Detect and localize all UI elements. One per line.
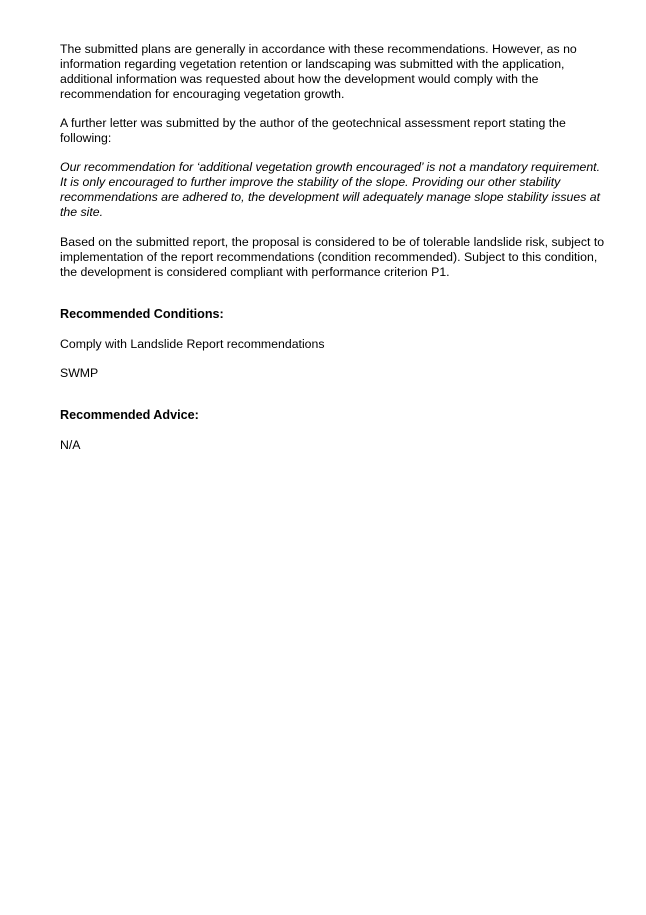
body-paragraph: A further letter was submitted by the author of the geotechnical assessment report stating the following: <box>60 115 566 145</box>
conditions-heading: Recommended Conditions: <box>60 306 224 321</box>
advice-heading: Recommended Advice: <box>60 407 199 422</box>
body-paragraph: Based on the submitted report, the proposal is considered to be of tolerable landslide risk, subject to implementation of the report recommendations (condition recommended). Subject to this condition, the development is considered compliant with performance criterion P1. <box>60 235 605 279</box>
condition-item: SWMP <box>60 365 99 380</box>
quoted-letter: Our recommendation for ‘additional vegetation growth encouraged’ is not a mandatory requirement. It is only encouraged to further improve the stability of the slope. Providing our other stability recommendations are adhered to, the development will adequately manage slope stability issues at the site. <box>60 160 601 220</box>
advice-text: N/A <box>60 437 81 452</box>
body-paragraph: The submitted plans are generally in accordance with these recommendations. However, as no information regarding vegetation retention or landscaping was submitted with the application, additional information was requested about how the development would comply with the recommendation for encouraging vegetation growth. <box>60 42 577 101</box>
condition-item: Comply with Landslide Report recommendations <box>60 336 325 351</box>
